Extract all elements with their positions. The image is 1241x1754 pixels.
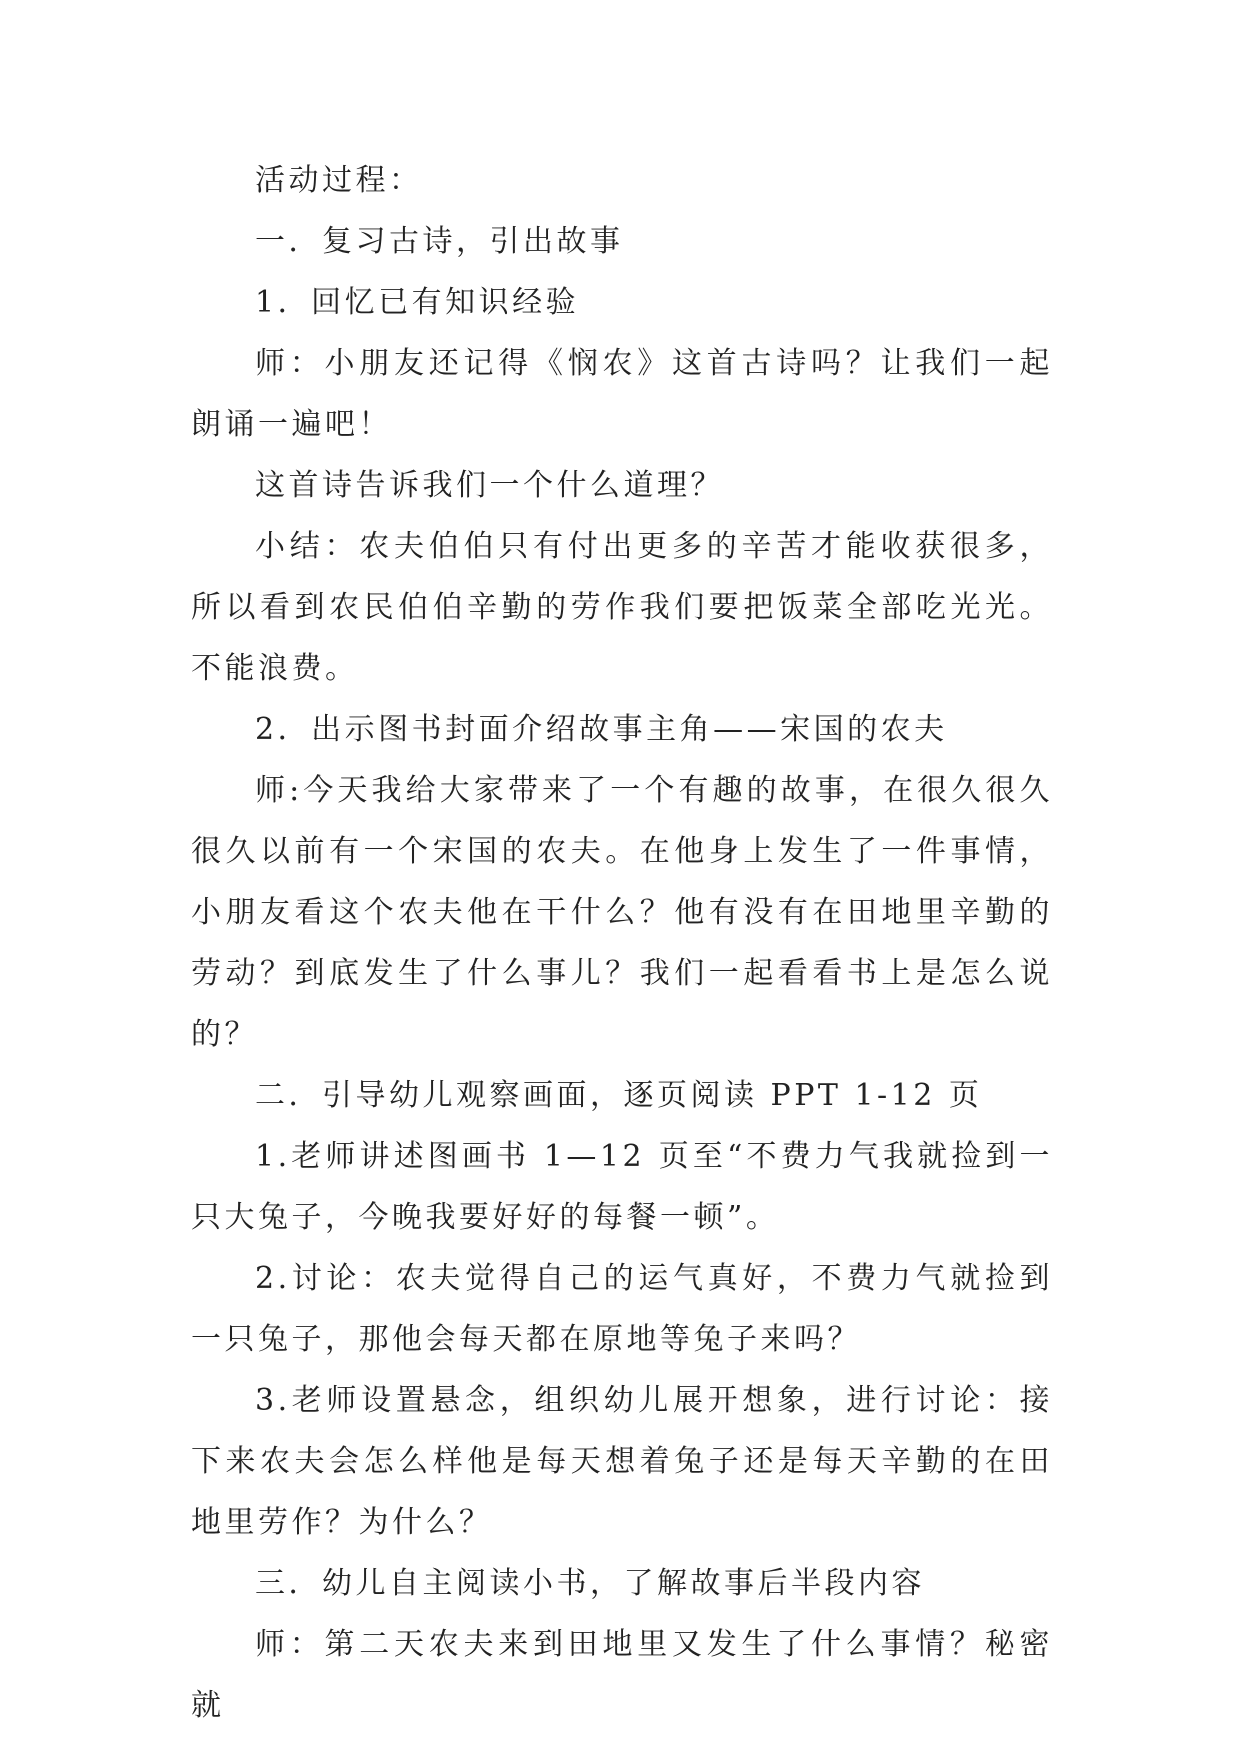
step-2-3: 3.老师设置悬念，组织幼儿展开想象，进行讨论：接下来农夫会怎么样他是每天想着兔子还是每天辛勤的在田地里劳作？为什么？ (191, 1383, 1053, 1540)
section-heading-2: 二．引导幼儿观察画面，逐页阅读 PPT 1-12 页 (255, 1078, 983, 1113)
teacher-line-2: 师:今天我给大家带来了一个有趣的故事，在很久很久很久以前有一个宋国的农夫。在他身上发生了一件事情，小朋友看这个农夫他在干什么？他有没有在田地里辛勤的劳动？到底发生了什么事儿？我们一起看看书上是怎么说的？ (191, 773, 1053, 1052)
step-2-1: 1.老师讲述图画书 1—12 页至“不费力气我就捡到一只大兔子，今晚我要好好的每餐一顿”。 (191, 1139, 1053, 1235)
summary-paragraph: 小结：农夫伯伯只有付出更多的辛苦才能收获很多，所以看到农民伯伯辛勤的劳作我们要把饭菜全部吃光光。不能浪费。 (191, 529, 1053, 686)
step-1-1: 1．回忆已有知识经验 (255, 285, 580, 320)
question-line: 这首诗告诉我们一个什么道理？ (255, 468, 724, 503)
step-2-2: 2.讨论：农夫觉得自己的运气真好，不费力气就捡到一只兔子，那他会每天都在原地等兔子来吗？ (191, 1261, 1053, 1357)
teacher-line-3: 师：第二天农夫来到田地里又发生了什么事情？秘密就 (191, 1627, 1053, 1723)
section-heading-1: 一．复习古诗，引出故事 (255, 224, 624, 259)
section-heading-3: 三．幼儿自主阅读小书，了解故事后半段内容 (255, 1566, 925, 1601)
document-page (191, 150, 1053, 1736)
teacher-line-1: 师：小朋友还记得《悯农》这首古诗吗？让我们一起朗诵一遍吧！ (191, 346, 1053, 442)
heading-activity-process: 活动过程： (255, 163, 423, 198)
step-1-2: 2．出示图书封面介绍故事主角——宋国的农夫 (255, 712, 948, 747)
